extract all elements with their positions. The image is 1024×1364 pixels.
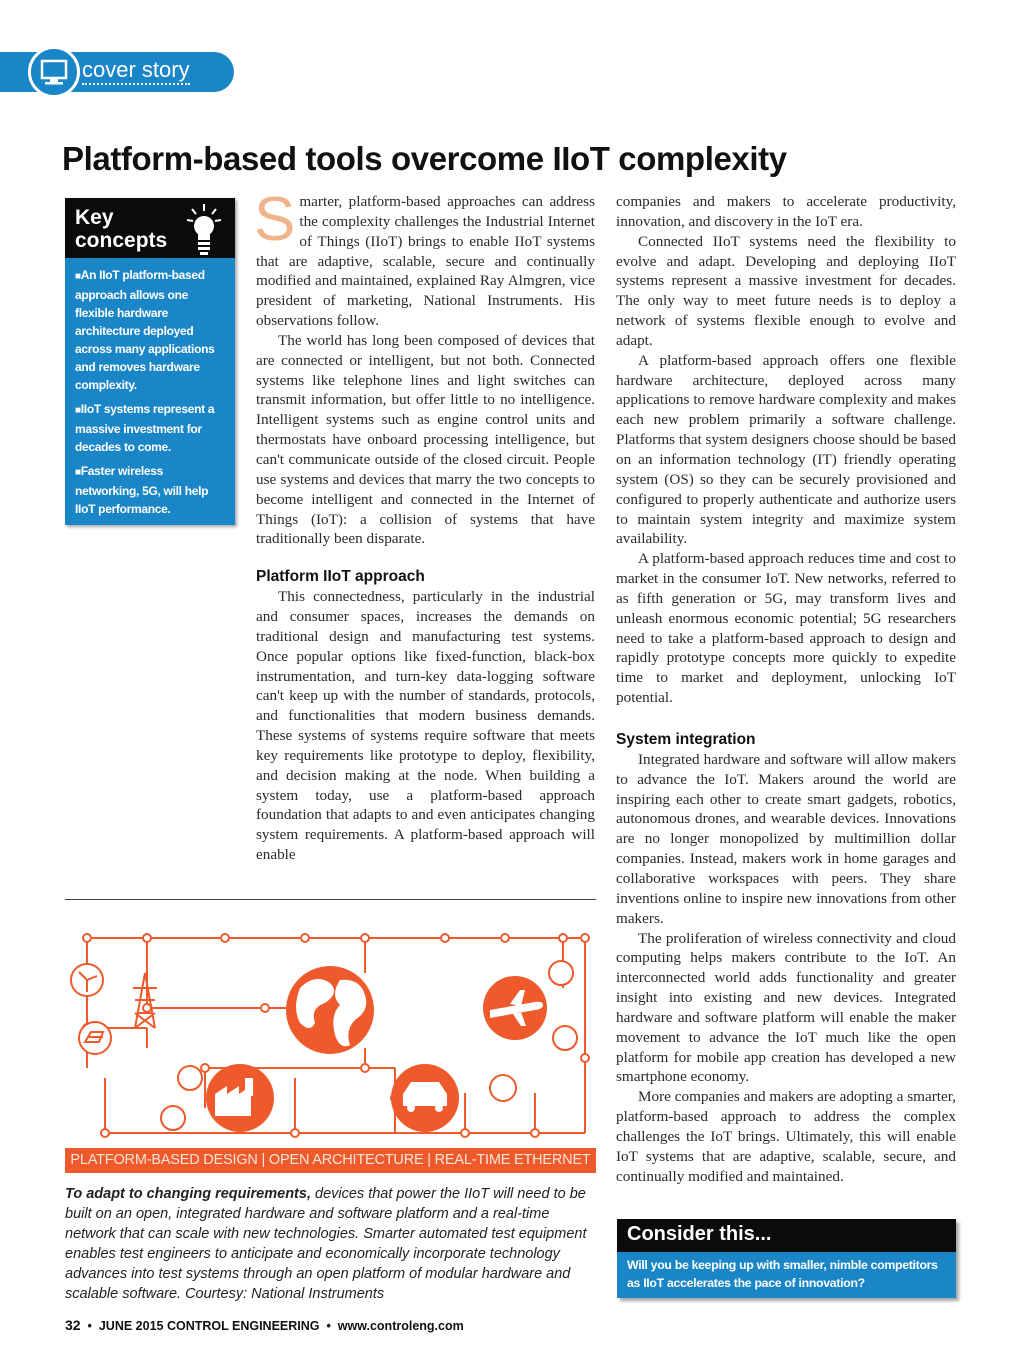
figure-caption: To adapt to changing requirements, devices that power the IIoT will need to be built on an open, integrated hardware and software platform and a real-time network that can scale with new technologies. Smarter automated test equipment enables test engineers to anticipate and economically incorporate technology advances into test systems through an open platform of modular hardware and scalable software. Courtesy: National Instruments	[65, 1186, 587, 1302]
article-paragraph: A platform-based approach reduces time and cost to market in the consumer IoT. New networks, referred to as fifth generation or 5G, may transform lives and unleash enormous economic potential; 5G researchers need to take a platform-based approach to design and rapidly prototype concepts more quickly to expedite time to market and deployment, unlocking IoT potential.	[616, 550, 956, 707]
figure-banner: PLATFORM-BASED DESIGN | OPEN ARCHITECTURE | REAL-TIME ETHERNET	[65, 1148, 596, 1173]
drop-cap: S	[254, 185, 296, 254]
key-concepts-list	[75, 266, 229, 524]
article-paragraph: A platform-based approach offers one flexible hardware architecture, deployed across many applications to remove hardware complexity and makes each new problem primarily a software challenge. Platforms that system designers choose should be based on an information technology (IT) friendly operating system (OS) so they can be securely provisioned and configured to properly authenticate and authorize users to maintain system integrity and maximize system availability.	[616, 351, 956, 548]
page-title: Platform-based tools overcome IIoT complexity	[62, 140, 787, 177]
article-column-1	[254, 185, 595, 865]
subheading-platform: Platform IIoT approach	[256, 568, 425, 586]
key-concepts-title-line1: Key	[75, 206, 114, 229]
lightbulb-icon	[184, 202, 224, 256]
section-label: cover story	[82, 58, 190, 85]
issue-label: JUNE 2015 CONTROL ENGINEERING	[98, 1319, 320, 1333]
article-paragraph: The proliferation of wireless connectivity and cloud computing helps makers contribute to the IoT. An interconnected world adds functionality and greater insight into existing and new devices. Integrated hardware and software platform will enable the maker movement to advance the IoT much like the open platform for mobile app creation has developed a new smartphone economy.	[616, 929, 956, 1086]
article-paragraph: More companies and makers are adopting a smarter, platform-based approach to address the complex challenges the IoT brings. Ultimately, this will enable IoT systems that are adaptive, scalable, secure, and continually modified and maintained.	[616, 1088, 956, 1185]
article-paragraph: The world has long been composed of devices that are connected or intelligent, but not both. Connected systems like telephone lines and light switches can transmit information, but offer little to no intelligence. Intelligent systems such as engine control units and thermostats have onboard processing intelligence, but can't communicate outside of the closed circuit. People use systems and devices that marry the two concepts to become intelligent and connected in the Internet of Things (IoT): a collision of systems that have traditionally been disparate.	[256, 331, 595, 548]
key-concepts-title-line2: concepts	[75, 229, 168, 252]
site-url[interactable]: www.controleng.com	[337, 1319, 464, 1333]
wind-turbine-icon	[71, 964, 103, 996]
iiot-illustration	[65, 918, 596, 1173]
car-icon	[391, 1064, 459, 1132]
article-intro: Smarter, platform-based approaches can address the complexity challenges the Industrial Internet of Things (IIoT) brings to enable IIoT systems that are adaptive, scalable, secure and continually modified and maintained, explained Ray Almgren, vice president of marketing, National Instruments. His observations follow.	[254, 185, 595, 330]
key-concept-item: ■ An IIoT platform-based approach allows one flexible hardware architecture deployed across many applications and removes hardware complexity.	[75, 266, 229, 394]
consider-this-title: Consider this...	[627, 1223, 772, 1245]
key-concept-item: ■ Faster wireless networking, 5G, will help IIoT performance.	[75, 462, 229, 518]
factory-icon	[206, 1064, 274, 1132]
key-concepts-title	[75, 206, 185, 252]
article-paragraph: This connectedness, particularly in the industrial and consumer spaces, increases the demands on traditional design and manufacturing test systems. Once popular options like fixed-function, black-box instrumentation, and turn-key data-logging software can't keep up with the number of standards, protocols, and functionalities that modern business demands. These systems of systems require software that meets key requirements like prototype to deploy, flexibility, and decision making at the node. When building a system today, use a platform-based approach foundation that adapts to and even anticipates changing system requirements. A platform-based approach will enable	[256, 588, 595, 864]
section-tab-badge	[28, 46, 80, 98]
globe-icon	[286, 966, 374, 1054]
consider-this-text: Will you be keeping up with smaller, nimble competitors as IIoT accelerates the pace of innovation?	[627, 1258, 938, 1290]
divider	[65, 899, 596, 900]
airplane-icon	[483, 976, 547, 1040]
article-paragraph: companies and makers to accelerate productivity, innovation, and discovery in the IoT era.	[616, 193, 956, 230]
page-footer: 32 • JUNE 2015 CONTROL ENGINEERING • www.controleng.com	[65, 1317, 464, 1333]
monitor-icon	[31, 49, 77, 95]
article-paragraph: Connected IIoT systems need the flexibility to evolve and adapt. Developing and deploying IIoT systems represent a massive investment for decades. The only way to meet future needs is to deploy a network of systems flexible enough to evolve and adapt.	[616, 232, 956, 349]
subheading-system: System integration	[616, 730, 756, 748]
robot-arm-icon	[161, 1066, 202, 1130]
key-concept-item: ■ IIoT systems represent a massive investment for decades to come.	[75, 400, 229, 456]
page-number: 32	[65, 1317, 81, 1333]
article-paragraph: Integrated hardware and software will allow makers to advance the IoT. Makers around the world are inspiring each other to create smart gadgets, robotics, autonomous drones, and wearable devices. Innovations are no longer monopolized by multimillion dollar companies. Instead, makers work in home garages and collaborative workspaces with peers. They share inventions online to inspire new innovations from other makers.	[616, 750, 956, 927]
solar-panel-icon	[79, 1022, 111, 1054]
power-tower-icon	[133, 973, 157, 1028]
article-column-2	[616, 192, 956, 1187]
